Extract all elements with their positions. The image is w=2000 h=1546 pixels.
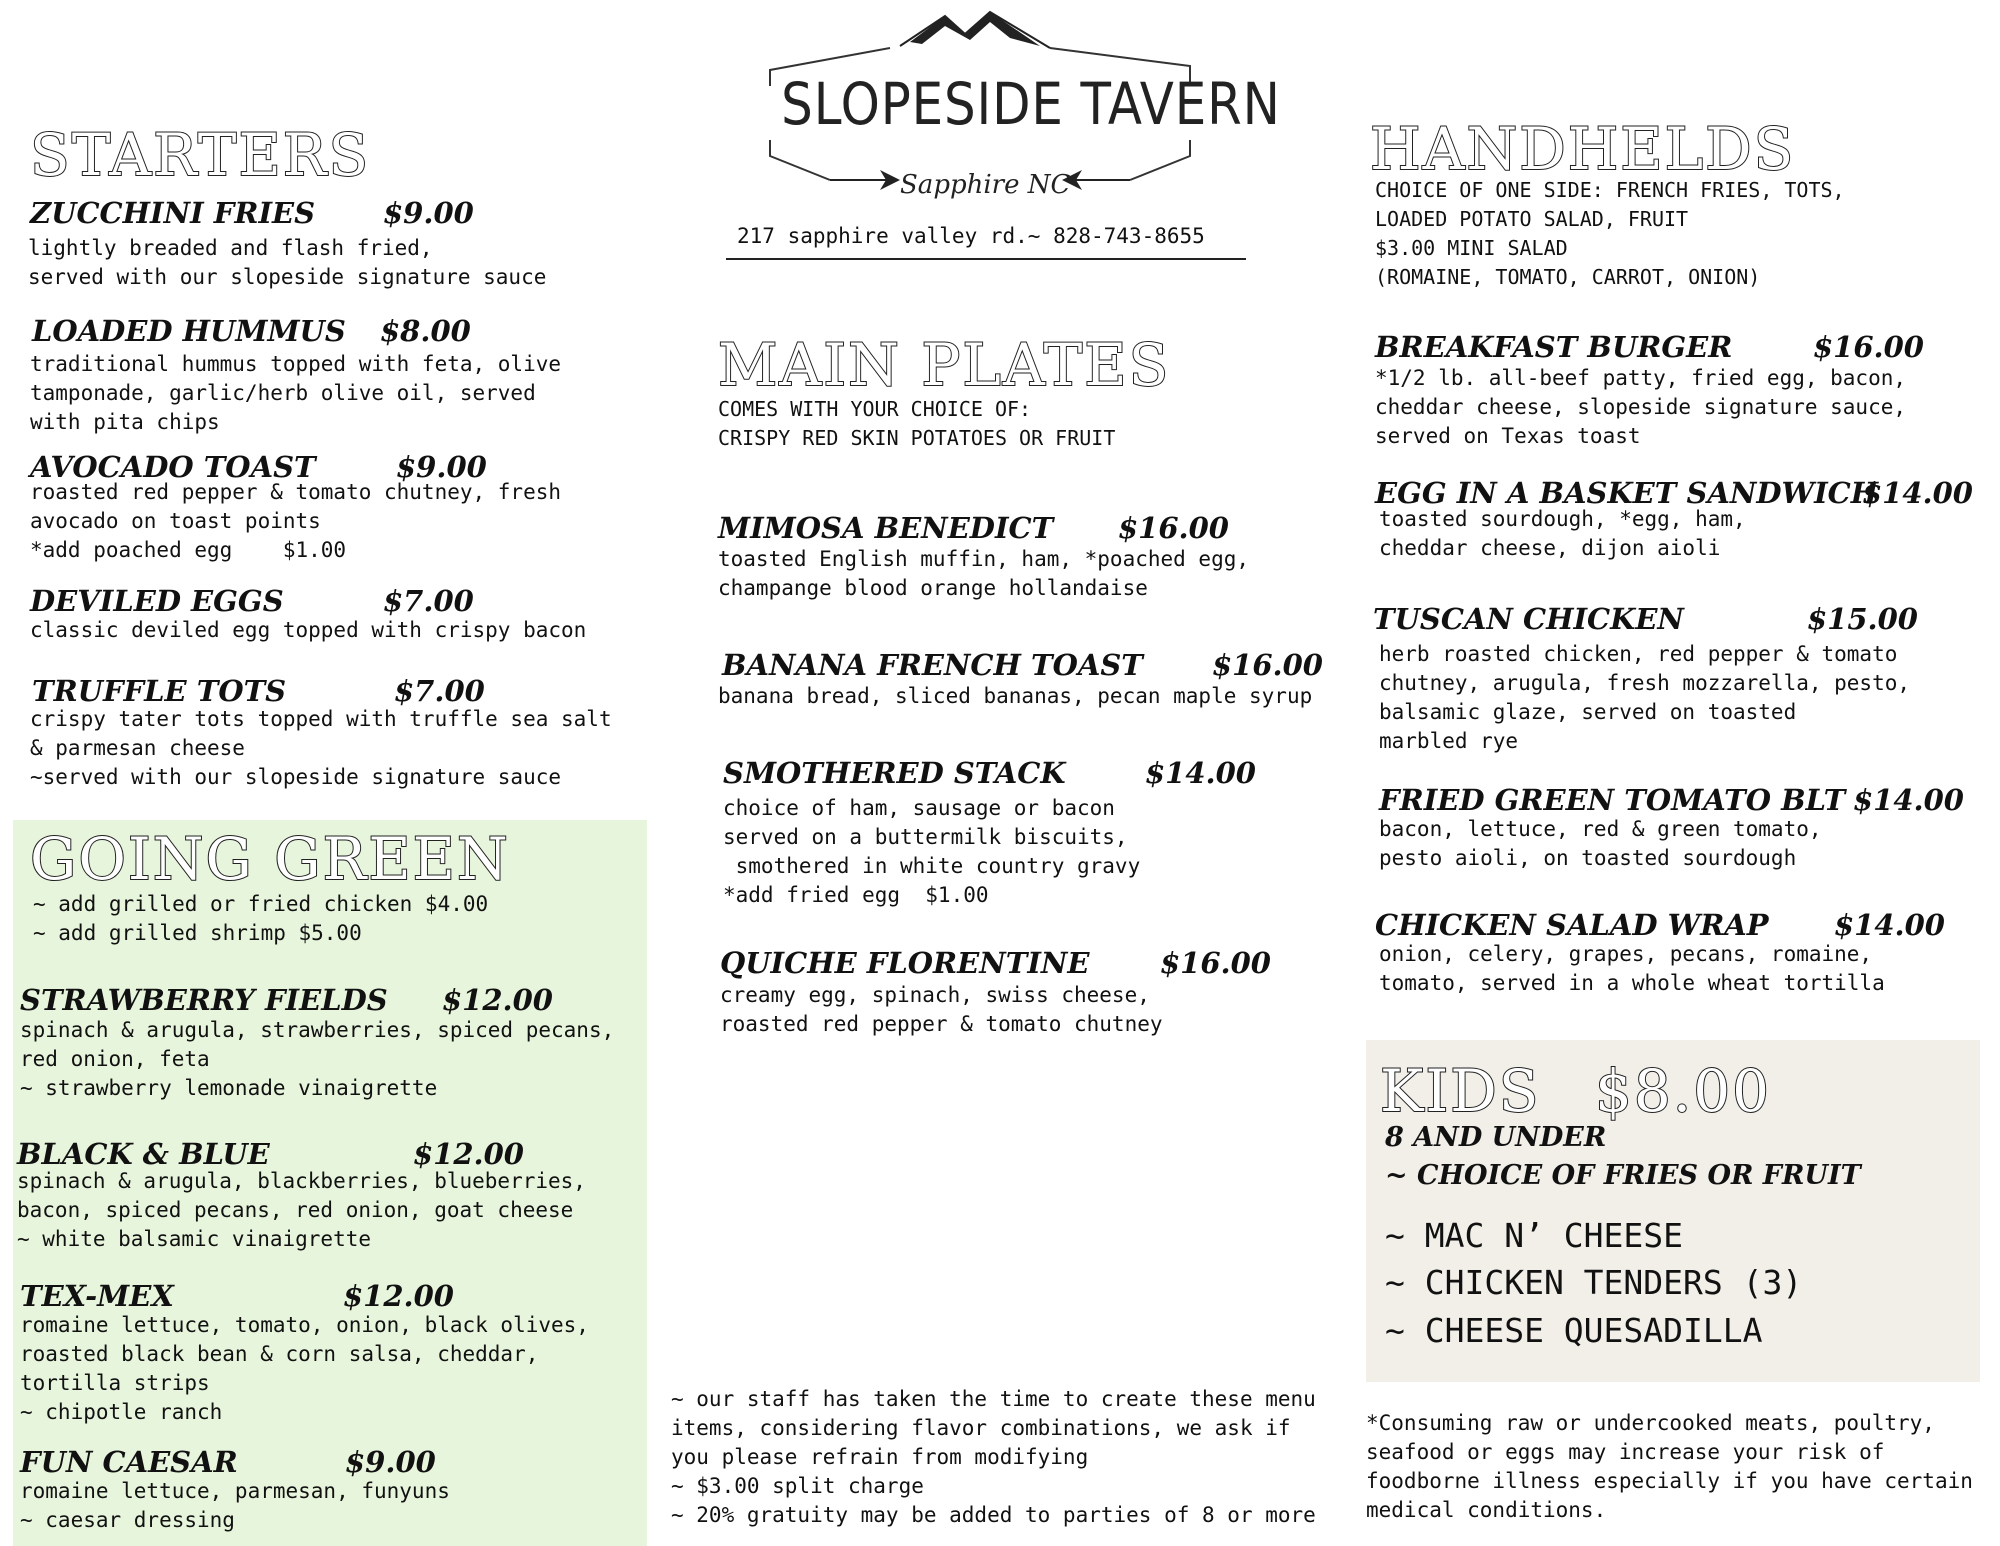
starter-title: TRUFFLE TOTS xyxy=(32,674,287,708)
salad-price: $9.00 xyxy=(345,1445,436,1479)
starter-price: $9.00 xyxy=(396,450,487,484)
kids-side-note: ~ CHOICE OF FRIES OR FRUIT xyxy=(1385,1160,1861,1191)
salad-title: BLACK & BLUE xyxy=(17,1137,270,1171)
handheld-desc: herb roasted chicken, red pepper & tomato chutney, arugula, fresh mozzarella, pesto, balsamic glaze, served on toasted marbled rye xyxy=(1379,642,1911,753)
main-price: $16.00 xyxy=(1212,648,1323,682)
handheld-price: $15.00 xyxy=(1807,602,1918,636)
handheld-price: $16.00 xyxy=(1813,330,1924,364)
starters-heading: STARTERS xyxy=(30,121,371,189)
handheld-price: $14.00 xyxy=(1834,908,1945,942)
main-desc: banana bread, sliced bananas, pecan maple syrup xyxy=(718,684,1313,708)
salad-desc: spinach & arugula, blackberries, blueberries, bacon, spiced pecans, red onion, goat cheese ~ white balsamic vinaigrette xyxy=(17,1169,586,1251)
address-underline xyxy=(726,258,1246,260)
main-plates-heading: MAIN PLATES xyxy=(718,331,1171,399)
starter-title: LOADED HUMMUS xyxy=(32,314,346,348)
handheld-title: FRIED GREEN TOMATO BLT xyxy=(1379,783,1846,817)
starter-desc: traditional hummus topped with feta, olive tamponade, garlic/herb olive oil, served with pita chips xyxy=(30,352,562,434)
policy-note: ~ our staff has taken the time to create these menu items, considering flavor combinations, we ask if you please refrain from modifying ~ $3.00 split charge ~ 20% gratuity may be added to parties of 8 or more xyxy=(671,1387,1316,1527)
handheld-title: BREAKFAST BURGER xyxy=(1375,330,1733,364)
salad-desc: romaine lettuce, tomato, onion, black olives, roasted black bean & corn salsa, cheddar, tortilla strips ~ chipotle ranch xyxy=(20,1313,589,1424)
kids-price: $8.00 xyxy=(1595,1057,1772,1125)
handheld-title: EGG IN A BASKET SANDWICH xyxy=(1375,476,1879,510)
brand-address: 217 sapphire valley rd.~ 828-743-8655 xyxy=(737,224,1205,248)
going-green-addons: ~ add grilled or fried chicken $4.00 ~ add grilled shrimp $5.00 xyxy=(33,892,489,945)
main-desc: choice of ham, sausage or bacon served on a buttermilk biscuits, smothered in white country gravy *add fried egg $1.00 xyxy=(723,796,1141,907)
starter-desc: lightly breaded and flash fried, served with our slopeside signature sauce xyxy=(28,236,547,289)
starter-price: $8.00 xyxy=(380,314,471,348)
kids-item: ~ MAC N’ CHEESE xyxy=(1385,1216,1684,1255)
main-price: $16.00 xyxy=(1160,946,1271,980)
salad-title: STRAWBERRY FIELDS xyxy=(20,983,388,1017)
handhelds-heading: HANDHELDS xyxy=(1370,115,1796,183)
starter-title: AVOCADO TOAST xyxy=(30,450,316,484)
brand-name: SLOPESIDE TAVERN xyxy=(781,70,1281,138)
main-title: QUICHE FLORENTINE xyxy=(720,946,1090,980)
main-price: $16.00 xyxy=(1118,511,1229,545)
main-price: $14.00 xyxy=(1145,756,1256,790)
salad-desc: romaine lettuce, parmesan, funyuns ~ caesar dressing xyxy=(20,1479,450,1532)
handheld-desc: toasted sourdough, *egg, ham, cheddar cheese, dijon aioli xyxy=(1379,507,1746,560)
handhelds-note: CHOICE OF ONE SIDE: FRENCH FRIES, TOTS, LOADED POTATO SALAD, FRUIT $3.00 MINI SALAD (ROMAINE, TOMATO, CARROT, ONION) xyxy=(1375,178,1845,289)
going-green-heading: GOING GREEN xyxy=(30,825,510,893)
handheld-title: TUSCAN CHICKEN xyxy=(1373,602,1684,636)
kids-item: ~ CHEESE QUESADILLA xyxy=(1385,1311,1763,1350)
salad-desc: spinach & arugula, strawberries, spiced pecans, red onion, feta ~ strawberry lemonade vinaigrette xyxy=(20,1018,615,1100)
handheld-price: $14.00 xyxy=(1862,476,1973,510)
handheld-desc: *1/2 lb. all-beef patty, fried egg, bacon, cheddar cheese, slopeside signature sauce, served on Texas toast xyxy=(1375,366,1907,448)
handheld-price: $14.00 xyxy=(1853,783,1964,817)
salad-price: $12.00 xyxy=(343,1279,454,1313)
starter-title: ZUCCHINI FRIES xyxy=(30,196,316,230)
food-safety-disclaimer: *Consuming raw or undercooked meats, poultry, seafood or eggs may increase your risk of foodborne illness especially if you have certain medical conditions. xyxy=(1366,1411,1973,1522)
salad-title: FUN CAESAR xyxy=(20,1445,238,1479)
brand-location: Sapphire NC xyxy=(900,170,1071,200)
handheld-title: CHICKEN SALAD WRAP xyxy=(1375,908,1769,942)
salad-title: TEX-MEX xyxy=(20,1279,174,1313)
starter-price: $7.00 xyxy=(383,584,474,618)
main-desc: creamy egg, spinach, swiss cheese, roasted red pepper & tomato chutney xyxy=(720,983,1163,1036)
salad-price: $12.00 xyxy=(413,1137,524,1171)
handheld-desc: onion, celery, grapes, pecans, romaine, tomato, served in a whole wheat tortilla xyxy=(1379,942,1885,995)
main-desc: toasted English muffin, ham, *poached egg, champange blood orange hollandaise xyxy=(718,547,1250,600)
starter-desc: classic deviled egg topped with crispy bacon xyxy=(30,618,587,642)
starter-desc: crispy tater tots topped with truffle sea salt & parmesan cheese ~served with our slopeside signature sauce xyxy=(30,707,612,789)
starter-desc: roasted red pepper & tomato chutney, fresh avocado on toast points *add poached egg $1.00 xyxy=(30,480,562,562)
kids-item: ~ CHICKEN TENDERS (3) xyxy=(1385,1263,1803,1302)
starter-title: DEVILED EGGS xyxy=(30,584,284,618)
starter-price: $9.00 xyxy=(383,196,474,230)
handheld-desc: bacon, lettuce, red & green tomato, pesto aioli, on toasted sourdough xyxy=(1379,817,1822,870)
main-plates-note: COMES WITH YOUR CHOICE OF: CRISPY RED SKIN POTATOES OR FRUIT xyxy=(718,397,1116,450)
starter-price: $7.00 xyxy=(394,674,485,708)
salad-price: $12.00 xyxy=(442,983,553,1017)
main-title: MIMOSA BENEDICT xyxy=(718,511,1054,545)
kids-heading: KIDS xyxy=(1380,1057,1541,1125)
main-title: BANANA FRENCH TOAST xyxy=(722,648,1143,682)
kids-age-note: 8 AND UNDER xyxy=(1385,1122,1607,1153)
main-title: SMOTHERED STACK xyxy=(723,756,1066,790)
